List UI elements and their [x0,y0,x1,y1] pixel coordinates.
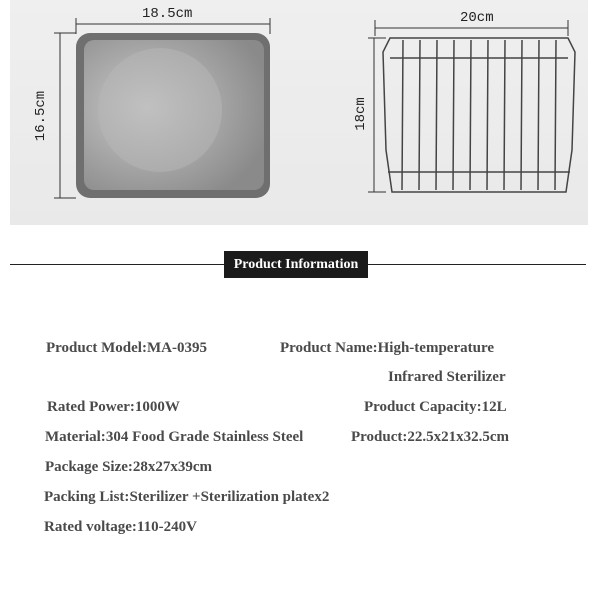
product-photo [10,0,588,225]
spec-packing [44,489,329,506]
spec-power-label: Rated Power: [47,399,135,415]
spec-packing-label: Packing List: [44,489,130,505]
spec-capacity-label: Product Capacity: [364,399,482,415]
spec-voltage-value: 110-240V [136,519,197,535]
spec-name-value: High-temperature [377,340,494,356]
spec-model [46,340,207,357]
spec-packing-value: Sterilizer +Sterilization platex2 [129,489,330,505]
spec-voltage [44,519,197,536]
spec-material-label: Material: [45,429,106,445]
spec-power [47,399,180,416]
spec-voltage-label: Rated voltage: [44,519,137,535]
tray-height-label: 16.5cm [33,90,50,142]
tray-width-label: 18.5cm [142,6,193,22]
divider-right [368,264,586,265]
spec-name [280,340,494,357]
spec-package [45,459,212,476]
rack [383,38,575,192]
spec-product [351,429,509,446]
rack-height-label: 18cm [352,97,369,131]
section-title: Product Information [224,251,368,278]
spec-material-value: 304 Food Grade Stainless Steel [105,429,304,445]
spec-name-label: Product Name: [280,340,378,356]
spec-capacity-value: 12L [481,399,507,415]
tray-reflection [98,48,222,172]
spec-package-value: 28x27x39cm [132,459,213,475]
spec-power-value: 1000W [134,399,180,415]
spec-material [45,429,303,446]
rack-width-label: 20cm [460,10,494,26]
spec-product-label: Product: [351,429,408,445]
spec-name-line2: Infrared Sterilizer [388,369,506,385]
spec-model-value: MA-0395 [146,340,207,356]
spec-model-label: Product Model: [46,340,147,356]
divider-left [10,264,224,265]
dimension-diagram [10,0,588,225]
spec-package-label: Package Size: [45,459,133,475]
spec-capacity [364,399,507,416]
spec-product-value: 22.5x21x32.5cm [407,429,510,445]
